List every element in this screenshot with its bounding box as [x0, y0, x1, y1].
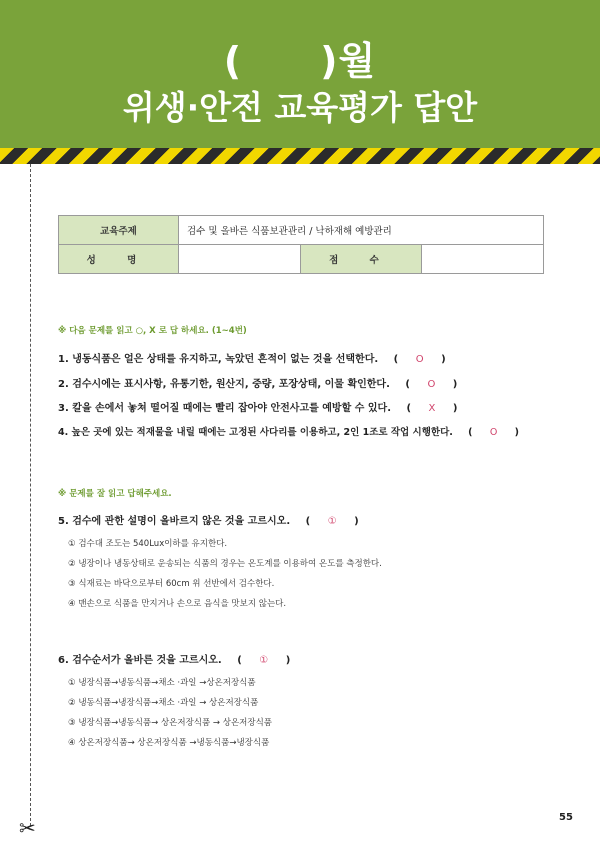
name-field[interactable] [179, 245, 301, 274]
answer-close: ) [285, 655, 291, 666]
question-6 [58, 651, 290, 666]
q5-option-3: ③ 식재료는 바닥으로부터 60cm 위 선반에서 검수한다. [68, 579, 275, 589]
info-table [58, 215, 544, 274]
section2-instruction: ※ 문제를 잘 읽고 답해주세요. [58, 489, 172, 499]
month-close-label: )월 [320, 39, 377, 83]
q6-option-4: ④ 상온저장식품→ 상온저장식품 →냉동식품→냉장식품 [68, 738, 270, 748]
answer-close: ) [441, 354, 446, 365]
answer-close: ) [452, 403, 458, 414]
cut-line [30, 164, 31, 826]
question-4 [58, 424, 519, 438]
section1-instruction: ※ 다음 문제를 읽고 ○, X 로 답 하세요. (1~4번) [58, 326, 247, 336]
question-2 [58, 375, 457, 390]
answer-close: ) [452, 379, 458, 390]
answer-open: ( [468, 427, 473, 438]
answer-mark: ① [259, 655, 269, 666]
question-1 [58, 350, 446, 365]
answer-mark: O [489, 427, 498, 438]
scissors-icon: ✂ [19, 816, 36, 840]
hazard-stripe [0, 148, 600, 164]
page-title: 위생·안전 교육평가 답안 [122, 88, 478, 127]
q6-option-1: ① 냉장식품→냉동식품→채소 ·과일 →상온저장식품 [68, 678, 256, 688]
topic-value: 검수 및 올바른 식품보관관리 / 낙하재해 예방관리 [179, 216, 544, 245]
name-score-row [59, 245, 544, 274]
topic-label: 교육주제 [59, 216, 179, 245]
answer-open: ( [406, 403, 412, 414]
answer-mark: X [428, 403, 436, 414]
answer-open: ( [405, 379, 410, 390]
answer-open: ( [305, 516, 311, 527]
question-text: 3. 칼을 손에서 놓쳐 떨어질 때에는 빨리 잡아야 안전사고를 예방할 수 있다. [58, 403, 391, 414]
topic-row [59, 216, 544, 245]
q6-option-2: ② 냉동식품→냉장식품→채소 ·과일 → 상온저장식품 [68, 698, 259, 708]
answer-mark: O [415, 354, 424, 365]
month-open-paren: ( [223, 39, 243, 83]
question-5 [58, 512, 359, 527]
q5-option-4: ④ 맨손으로 식품을 만지거나 손으로 음식을 맛보지 않는다. [68, 599, 287, 609]
answer-close: ) [514, 427, 519, 438]
month-title [0, 30, 600, 85]
q5-option-1: ① 검수대 조도는 540Lux이하를 유지한다. [68, 539, 228, 549]
name-label: 성 명 [59, 245, 179, 274]
question-text: 4. 높은 곳에 있는 적재물을 내릴 때에는 고정된 사다리를 이용하고, 2인 1조로 작업 시행한다. [58, 427, 453, 438]
header-banner [0, 0, 600, 148]
answer-close: ) [354, 516, 359, 527]
score-field[interactable] [422, 245, 544, 274]
q5-option-2: ② 냉장이나 냉동상태로 운송되는 식품의 경우는 온도계를 이용하여 온도를 측정한다. [68, 559, 382, 569]
question-text: 2. 검수시에는 표시사항, 유통기한, 원산지, 중량, 포장상태, 이물 확인한다. [58, 379, 390, 390]
q6-option-3: ③ 냉장식품→냉동식품→ 상온저장식품 → 상온저장식품 [68, 718, 273, 728]
answer-mark: ① [327, 516, 337, 527]
answer-open: ( [237, 655, 242, 666]
score-label: 점 수 [301, 245, 422, 274]
question-text: 5. 검수에 관한 설명이 올바르지 않은 것을 고르시오. [58, 516, 291, 527]
question-text: 1. 냉동식품은 얼은 상태를 유지하고, 녹았던 흔적이 없는 것을 선택한다. [58, 354, 379, 365]
answer-open: ( [393, 354, 399, 365]
page-number: 55 [559, 812, 573, 823]
question-3 [58, 399, 457, 414]
answer-mark: O [427, 379, 436, 390]
question-text: 6. 검수순서가 올바른 것을 고르시오. [58, 655, 222, 666]
